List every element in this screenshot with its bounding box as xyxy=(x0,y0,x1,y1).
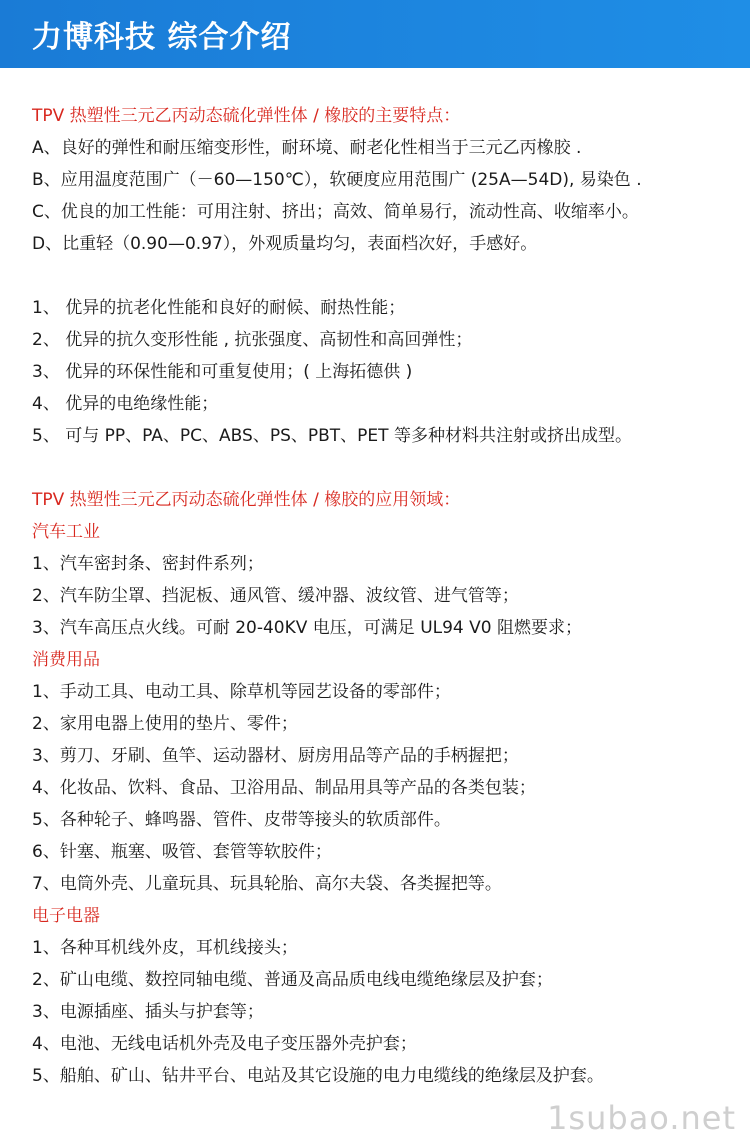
advantage-item: 4、 优异的电绝缘性能； xyxy=(32,394,219,414)
consumer-item: 5、各种轮子、蜂鸣器、管件、皮带等接头的软质部件。 xyxy=(32,810,451,830)
spacer xyxy=(32,260,732,292)
content-body xyxy=(32,100,732,1092)
spacer xyxy=(32,452,732,484)
feature-item-b: B、应用温度范围广（－60—150℃），软硬度应用范围广 (25A—54D), 易染色 . xyxy=(32,170,642,190)
advantage-item: 3、 优异的环保性能和可重复使用；( 上海拓德供 ) xyxy=(32,362,413,382)
feature-item-d: D、比重轻（0.90—0.97），外观质量均匀，表面档次好，手感好。 xyxy=(32,234,538,254)
advantage-item: 5、 可与 PP、PA、PC、ABS、PS、PBT、PET 等多种材料共注射或挤出成型。 xyxy=(32,426,632,446)
header-banner xyxy=(0,0,750,68)
electronics-item: 4、电池、无线电话机外壳及电子变压器外壳护套； xyxy=(32,1034,417,1054)
automotive-item: 2、汽车防尘罩、挡泥板、通风管、缓冲器、波纹管、进气管等； xyxy=(32,586,519,606)
automotive-item: 3、汽车高压点火线。可耐 20-40KV 电压，可满足 UL94 V0 阻燃要求； xyxy=(32,618,583,638)
watermark: 1subao.net xyxy=(547,1099,736,1137)
features-heading: TPV 热塑性三元乙丙动态硫化弹性体 / 橡胶的主要特点： xyxy=(32,106,461,126)
applications-heading: TPV 热塑性三元乙丙动态硫化弹性体 / 橡胶的应用领域： xyxy=(32,490,461,510)
feature-item-a: A、良好的弹性和耐压缩变形性，耐环境、耐老化性相当于三元乙丙橡胶 . xyxy=(32,138,582,158)
consumer-item: 7、电筒外壳、儿童玩具、玩具轮胎、高尔夫袋、各类握把等。 xyxy=(32,874,502,894)
page-title: 力博科技 综合介绍 xyxy=(32,20,292,55)
automotive-title: 汽车工业 xyxy=(32,522,100,542)
consumer-title: 消费用品 xyxy=(32,650,100,670)
consumer-item: 2、家用电器上使用的垫片、零件； xyxy=(32,714,298,734)
automotive-item: 1、汽车密封条、密封件系列； xyxy=(32,554,264,574)
electronics-item: 2、矿山电缆、数控同轴电缆、普通及高品质电线电缆绝缘层及护套； xyxy=(32,970,553,990)
consumer-item: 3、剪刀、牙刷、鱼竿、运动器材、厨房用品等产品的手柄握把； xyxy=(32,746,519,766)
advantage-item: 2、 优异的抗久变形性能 , 抗张强度、高韧性和高回弹性； xyxy=(32,330,473,350)
consumer-item: 6、针塞、瓶塞、吸管、套管等软胶件； xyxy=(32,842,332,862)
consumer-item: 4、化妆品、饮料、食品、卫浴用品、制品用具等产品的各类包装； xyxy=(32,778,536,798)
electronics-item: 1、各种耳机线外皮，耳机线接头； xyxy=(32,938,298,958)
consumer-item: 1、手动工具、电动工具、除草机等园艺设备的零部件； xyxy=(32,682,451,702)
electronics-item: 3、电源插座、插头与护套等； xyxy=(32,1002,264,1022)
electronics-item: 5、船舶、矿山、钻井平台、电站及其它设施的电力电缆线的绝缘层及护套。 xyxy=(32,1066,604,1086)
electronics-title: 电子电器 xyxy=(32,906,100,926)
advantage-item: 1、 优异的抗老化性能和良好的耐候、耐热性能； xyxy=(32,298,406,318)
feature-item-c: C、优良的加工性能：可用注射、挤出；高效、简单易行，流动性高、收缩率小。 xyxy=(32,202,639,222)
